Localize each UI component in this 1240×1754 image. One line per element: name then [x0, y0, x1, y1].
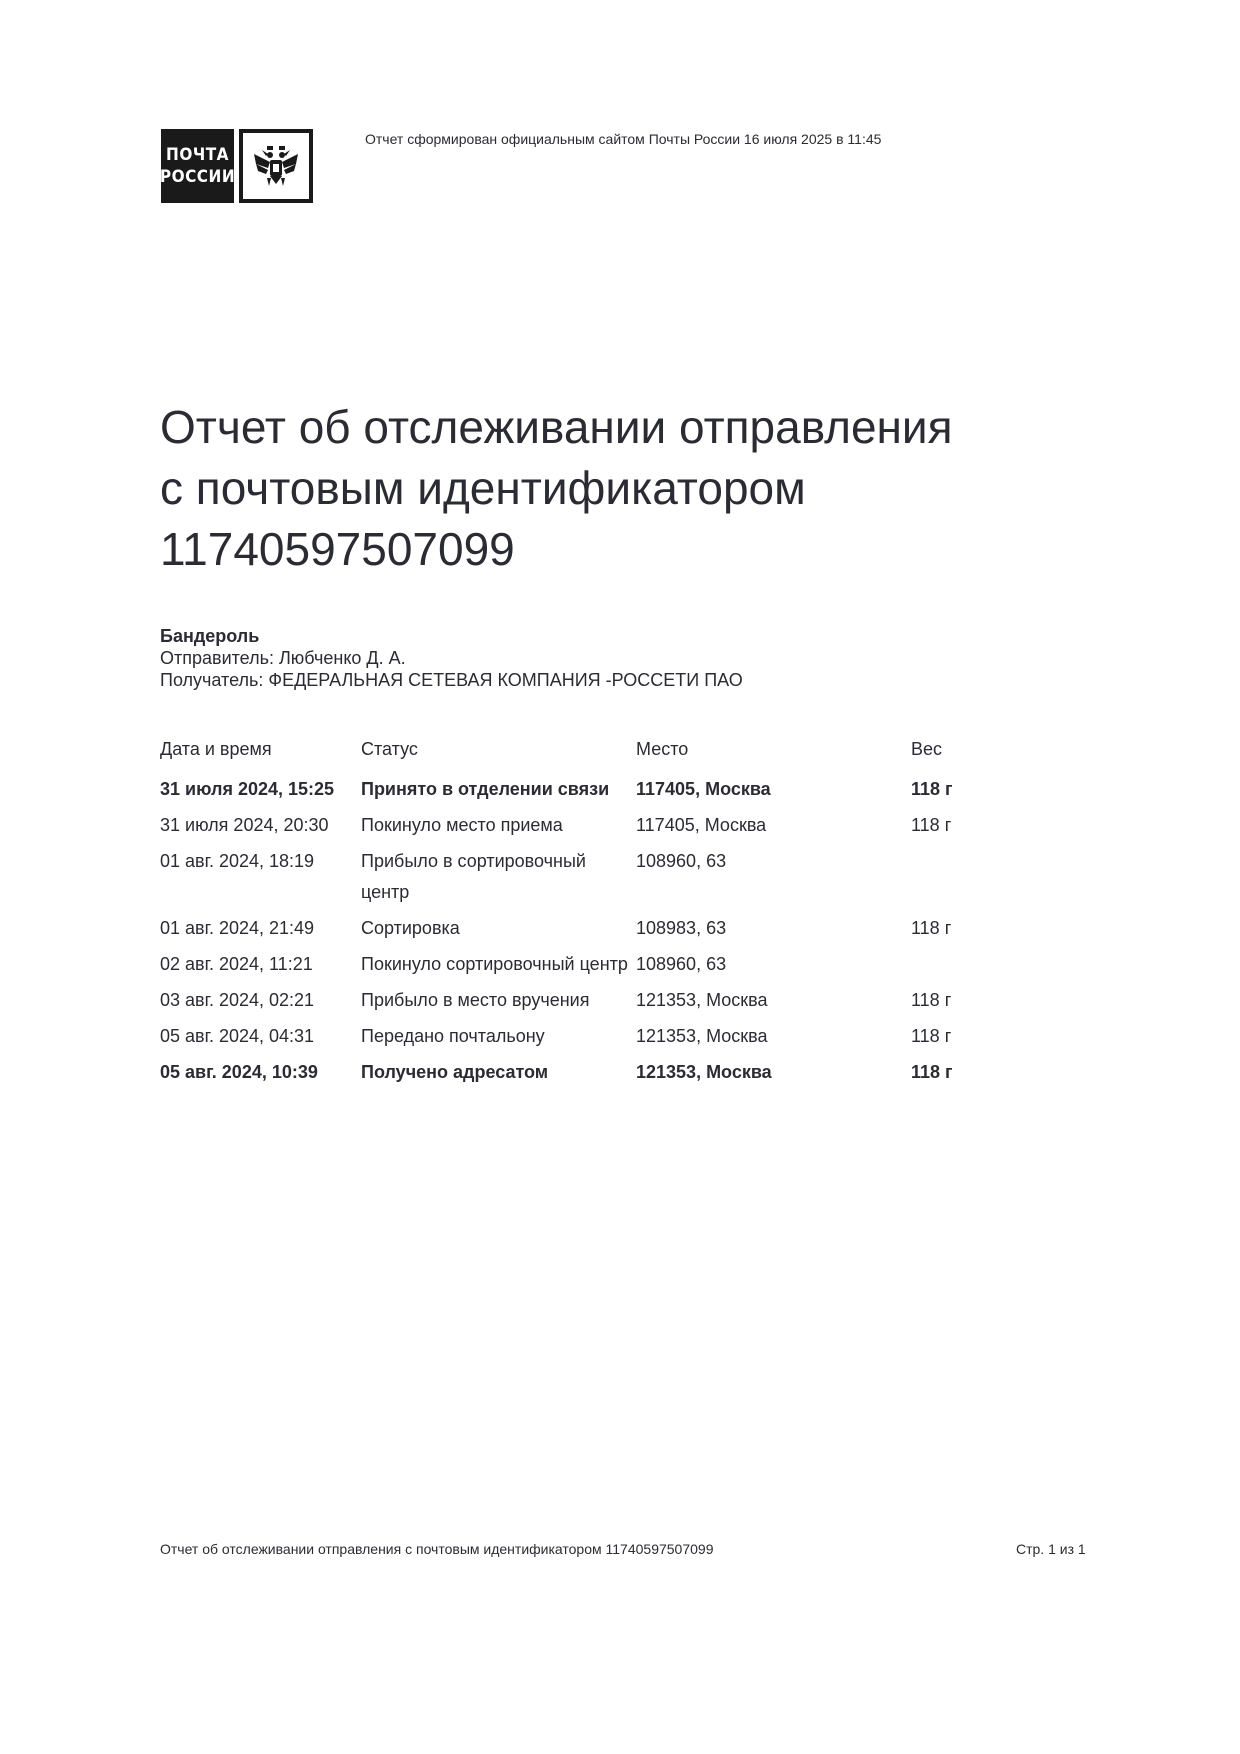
cell-status: Покинуло сортировочный центр — [361, 954, 628, 974]
sender: Отправитель: Любченко Д. А. — [160, 648, 406, 668]
cell-status: Сортировка — [361, 918, 460, 938]
header-place: Место — [636, 739, 689, 759]
cell-date: 03 авг. 2024, 02:21 — [160, 990, 315, 1010]
recipient: Получатель: ФЕДЕРАЛЬНАЯ СЕТЕВАЯ КОМПАНИЯ -РОССЕТИ ПАО — [160, 670, 743, 690]
header-status: Статус — [361, 739, 418, 759]
cell-place: 117405, Москва — [636, 779, 771, 799]
footer-title: Отчет об отслеживании отправления с почтовым идентификатором 11740597507099 — [160, 1541, 714, 1557]
cell-status: Получено адресатом — [361, 1062, 549, 1082]
tracking-number: 11740597507099 — [160, 523, 515, 575]
cell-status: Принято в отделении связи — [361, 779, 610, 799]
cell-place: 121353, Москва — [636, 1026, 768, 1046]
cell-place: 117405, Москва — [636, 815, 767, 835]
cell-weight — [911, 949, 1061, 985]
table-row — [160, 774, 1061, 810]
shipment-info — [160, 625, 743, 691]
cell-place: 108960, 63 — [636, 954, 727, 974]
cell-date: 05 авг. 2024, 10:39 — [160, 1062, 318, 1082]
table-row — [160, 810, 1061, 846]
cell-place: 121353, Москва — [636, 990, 768, 1010]
tracking-events-table — [160, 738, 1061, 1093]
header-date: Дата и время — [160, 739, 272, 759]
cell-weight — [911, 846, 1061, 913]
cell-place: 121353, Москва — [636, 1062, 772, 1082]
cell-place: 108983, 63 — [636, 918, 727, 938]
cell-date: 31 июля 2024, 20:30 — [160, 815, 329, 835]
cell-weight: 118 г — [911, 990, 952, 1010]
page-number: Стр. 1 из 1 — [1016, 1541, 1086, 1557]
cell-date: 31 июля 2024, 15:25 — [160, 779, 335, 799]
table-row — [160, 846, 1061, 913]
shipment-type: Бандероль — [160, 626, 260, 646]
cell-date: 02 авг. 2024, 11:21 — [160, 954, 313, 974]
table-row — [160, 949, 1061, 985]
cell-date: 01 авг. 2024, 21:49 — [160, 918, 315, 938]
cell-status: Прибыло в сортировочный центр — [361, 851, 586, 902]
table-row — [160, 913, 1061, 949]
cell-status: Покинуло место приема — [361, 815, 563, 835]
eagle-emblem-icon — [239, 129, 313, 203]
title-line-1: Отчет об отслеживании отправления — [160, 401, 953, 453]
report-generated-note: Отчет сформирован официальным сайтом Почты России 16 июля 2025 в 11:45 — [365, 131, 882, 147]
logo-wordmark — [161, 129, 234, 203]
logo-line-2: РОССИИ — [159, 167, 236, 187]
title-line-2: с почтовым идентификатором — [160, 462, 806, 514]
table-row — [160, 985, 1061, 1021]
cell-weight: 118 г — [911, 815, 952, 835]
report-title — [160, 397, 1120, 580]
cell-status: Прибыло в место вручения — [361, 990, 590, 1010]
table-row — [160, 1057, 1061, 1093]
logo-line-1: ПОЧТА — [166, 145, 229, 165]
cell-weight: 118 г — [911, 1062, 953, 1082]
cell-date: 05 авг. 2024, 04:31 — [160, 1026, 315, 1046]
cell-weight: 118 г — [911, 779, 953, 799]
cell-date: 01 авг. 2024, 18:19 — [160, 851, 315, 871]
header-weight: Вес — [911, 739, 943, 759]
cell-place: 108960, 63 — [636, 851, 727, 871]
table-row — [160, 1021, 1061, 1057]
pochta-rossii-logo — [161, 129, 313, 203]
table-header-row — [160, 738, 1061, 774]
cell-weight: 118 г — [911, 1026, 952, 1046]
cell-status: Передано почтальону — [361, 1026, 545, 1046]
cell-weight: 118 г — [911, 918, 952, 938]
